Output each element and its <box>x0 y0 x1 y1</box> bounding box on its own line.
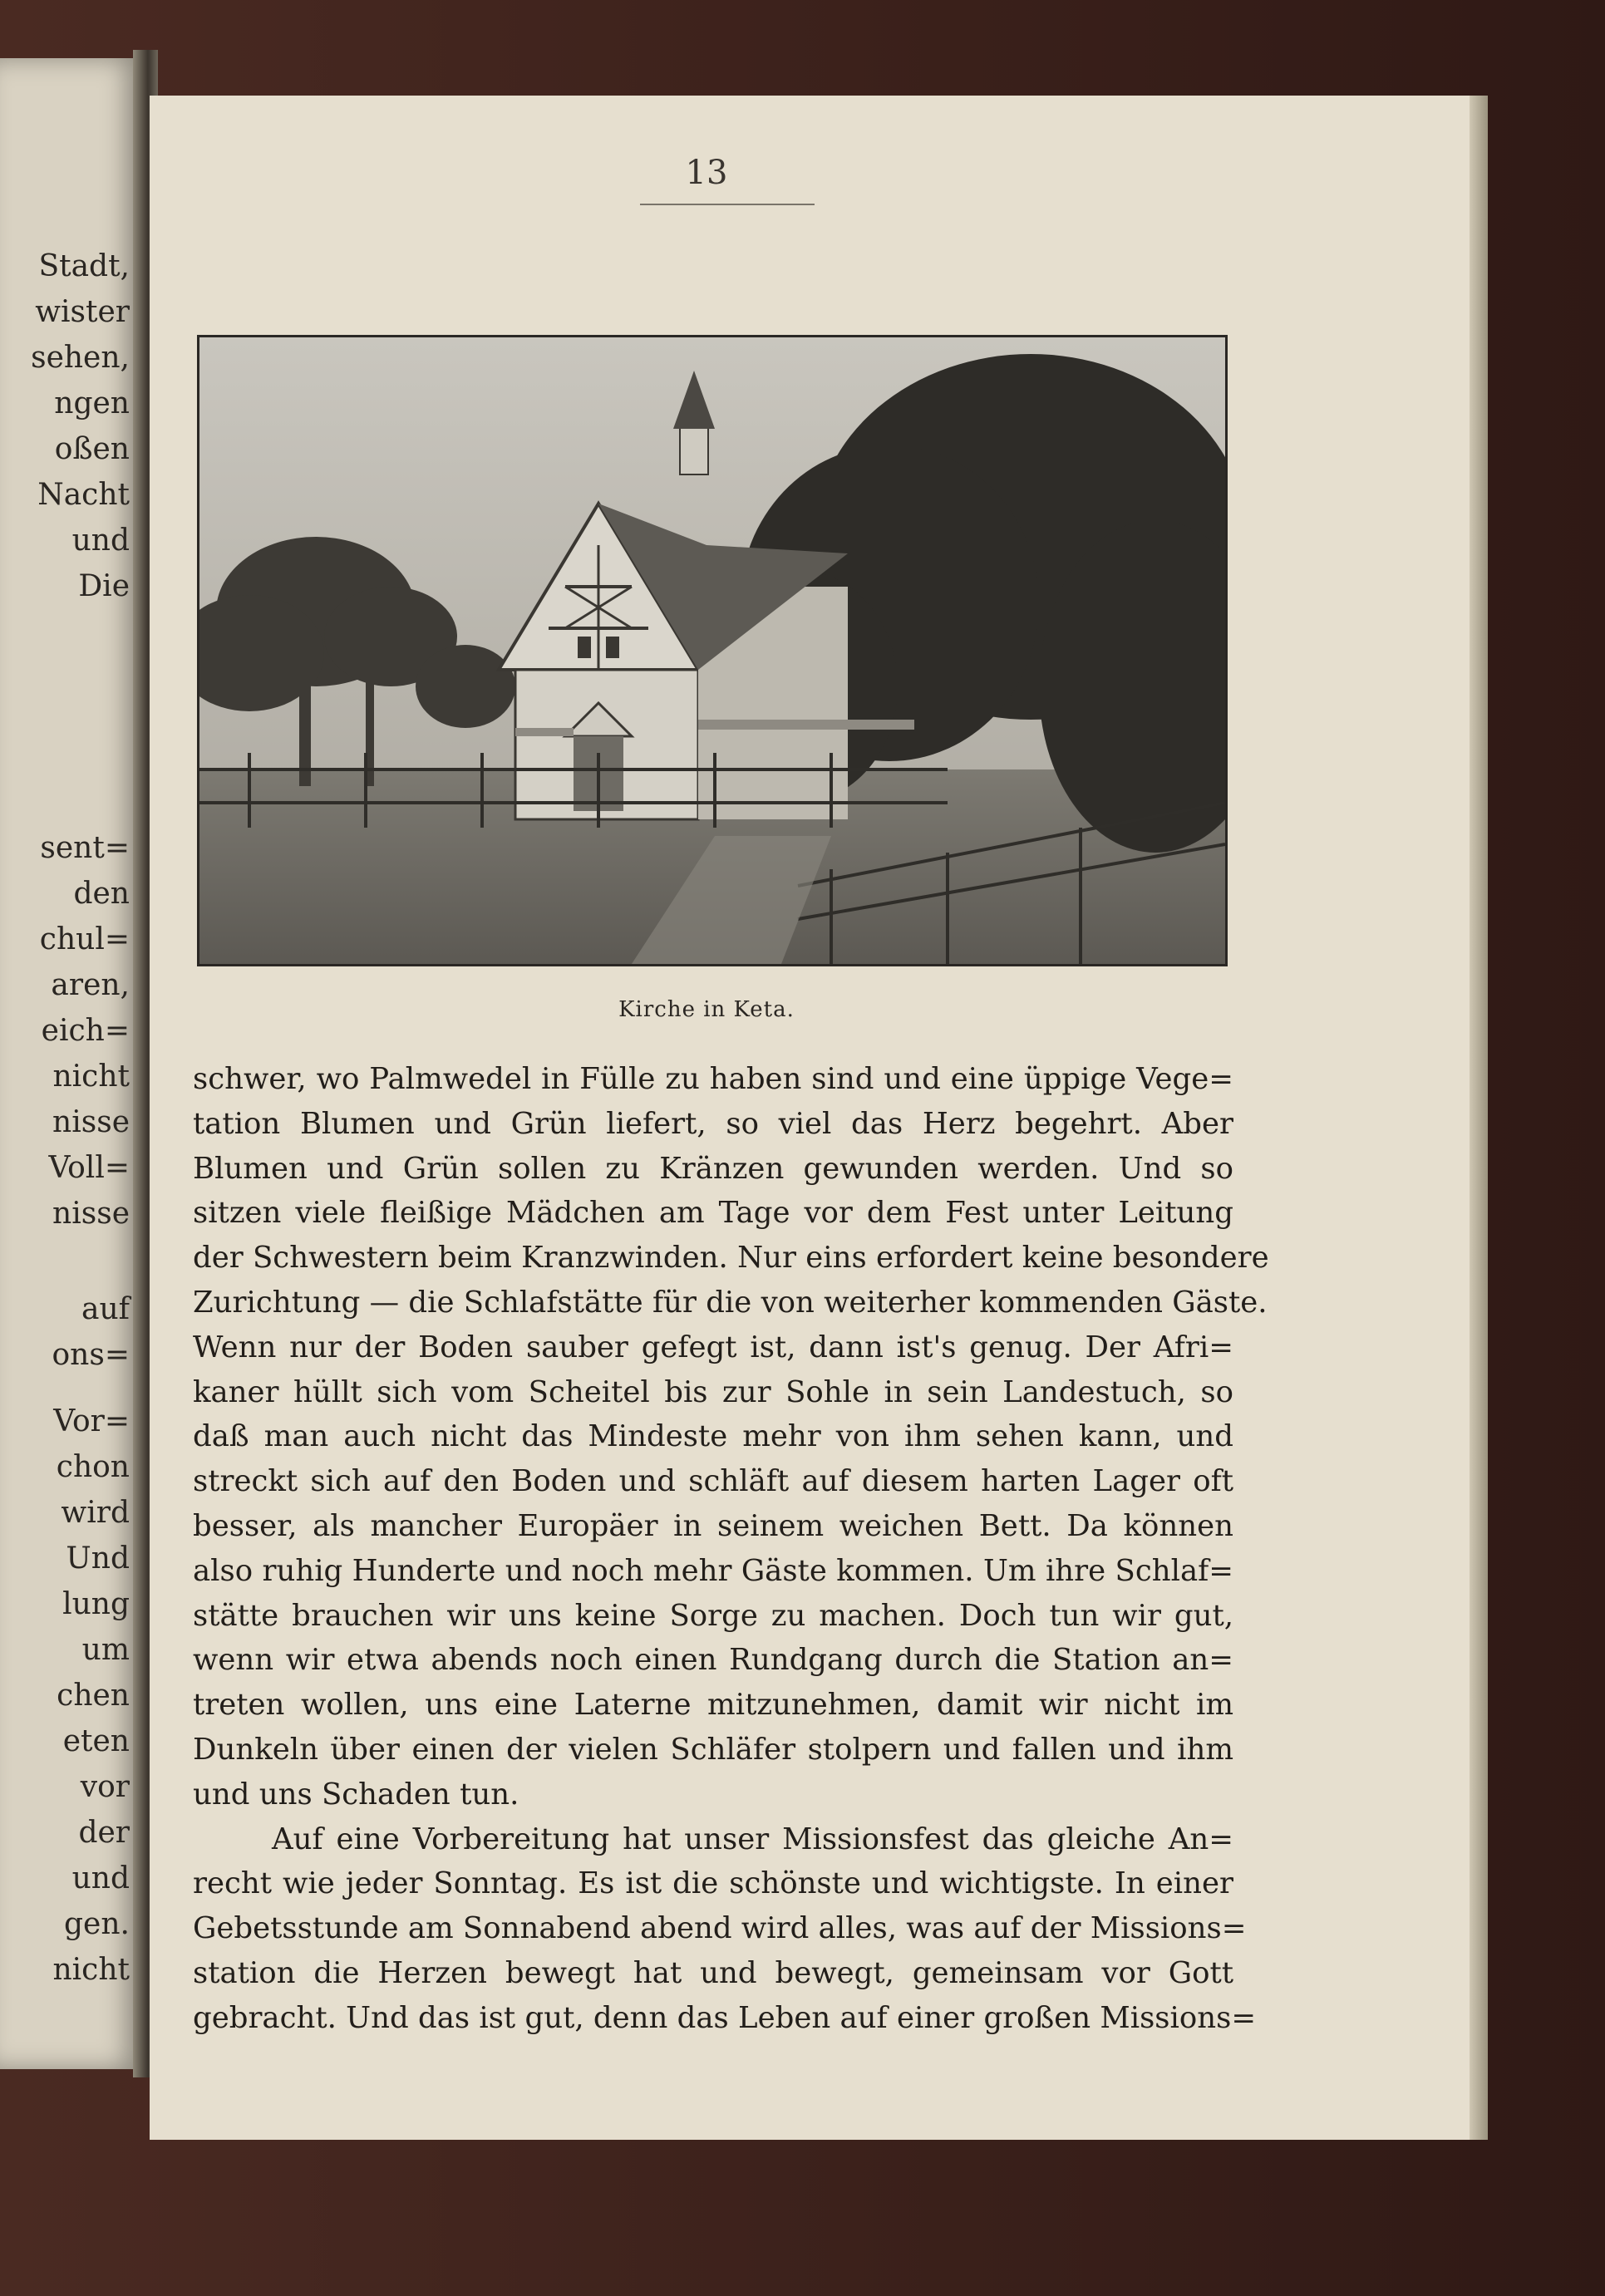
left-page-fragment: Stadt, <box>38 249 130 283</box>
left-page-fragment: vor <box>80 1770 130 1804</box>
left-page-fragment: chen <box>57 1679 130 1713</box>
left-page-fragment: und <box>71 524 130 558</box>
text-line: Auf eine Vorbereitung hat unser Missionsfest das gleiche An= <box>272 1822 1233 1856</box>
church-photo-illustration <box>199 337 1225 964</box>
left-page-fragment: um <box>81 1633 130 1667</box>
church-photograph <box>197 335 1228 966</box>
page-number: 13 <box>685 154 728 192</box>
body-text <box>193 1057 1269 2041</box>
left-page-fragment: nisse <box>52 1197 130 1231</box>
text-line: treten wollen, uns eine Laterne mitzunehmen, damit wir nicht im <box>193 1688 1233 1723</box>
left-page-fragment: lung <box>62 1587 130 1621</box>
text-line: gebracht. Und das ist gut, denn das Leben auf einer großen Missions= <box>193 2000 1257 2035</box>
text-line: stätte brauchen wir uns keine Sorge zu machen. Doch tun wir gut, <box>193 1598 1233 1633</box>
text-line: kaner hüllt sich vom Scheitel bis zur Sohle in sein Landestuch, so <box>193 1374 1233 1409</box>
text-line: Zurichtung — die Schlafstätte für die von weiterher kommenden Gäste. <box>193 1285 1268 1320</box>
photo-caption: Kirche in Keta. <box>618 997 795 1022</box>
left-page-fragment: auf <box>81 1292 130 1326</box>
text-line: tation Blumen und Grün liefert, so viel das Herz begehrt. Aber <box>193 1106 1233 1141</box>
left-page-fragment: eich= <box>41 1014 130 1048</box>
left-page-fragment: wird <box>61 1496 130 1530</box>
left-page-fragment: nisse <box>52 1105 130 1139</box>
page-edge <box>1470 96 1488 2140</box>
left-page-fragment: und <box>71 1861 130 1895</box>
text-line: streckt sich auf den Boden und schläft auf diesem harten Lager oft <box>193 1464 1233 1499</box>
text-line: station die Herzen bewegt hat und bewegt, gemeinsam vor Gott <box>193 1955 1233 1990</box>
left-page-fragment: Und <box>66 1541 130 1576</box>
left-page-fragment: wister <box>35 295 130 329</box>
left-page-fragment: ngen <box>54 386 130 420</box>
left-page-fragment: Voll= <box>48 1151 130 1185</box>
text-line: wenn wir etwa abends noch einen Rundgang durch die Station an= <box>193 1643 1233 1678</box>
text-line: sitzen viele fleißige Mädchen am Tage vor dem Fest unter Leitung <box>193 1196 1233 1231</box>
left-page-fragment: Die <box>78 569 130 603</box>
text-line: Dunkeln über einen der vielen Schläfer stolpern und fallen und ihm <box>193 1732 1233 1767</box>
text-line: schwer, wo Palmwedel in Fülle zu haben sind und eine üppige Vege= <box>193 1062 1233 1096</box>
left-page-fragment: Vor= <box>53 1404 130 1438</box>
text-line: Wenn nur der Boden sauber gefegt ist, dann ist's genug. Der Afri= <box>193 1330 1233 1364</box>
left-page-fragment: gen. <box>64 1907 130 1941</box>
left-page-fragment: nicht <box>52 1953 130 1987</box>
left-page-fragment: chul= <box>39 922 130 956</box>
left-page-fragment: oßen <box>54 432 130 466</box>
left-page-edge <box>0 58 141 2069</box>
text-line: also ruhig Hunderte und noch mehr Gäste kommen. Um ihre Schlaf= <box>193 1553 1233 1588</box>
left-page-fragment: nicht <box>52 1060 130 1094</box>
left-page-fragment: sehen, <box>31 341 130 375</box>
text-line: recht wie jeder Sonntag. Es ist die schönste und wichtigste. In einer <box>193 1866 1233 1901</box>
left-page-fragment: eten <box>62 1724 130 1758</box>
text-line: und uns Schaden tun. <box>193 1777 519 1812</box>
left-page-fragment: der <box>78 1816 130 1850</box>
text-line: besser, als mancher Europäer in seinem weichen Bett. Da können <box>193 1508 1233 1543</box>
text-line: Gebetsstunde am Sonnabend abend wird alles, was auf der Missions= <box>193 1911 1247 1946</box>
left-page-fragment: aren, <box>51 968 130 1002</box>
page-number-rule <box>640 204 815 205</box>
left-page-fragment: Nacht <box>37 478 130 512</box>
left-page-fragment: den <box>73 877 130 911</box>
text-line: der Schwestern beim Kranzwinden. Nur eins erfordert keine besondere <box>193 1241 1269 1276</box>
text-line: daß man auch nicht das Mindeste mehr von ihm sehen kann, und <box>193 1419 1233 1454</box>
left-page-fragment: sent= <box>40 831 130 865</box>
text-line: Blumen und Grün sollen zu Kränzen gewunden werden. Und so <box>193 1151 1233 1186</box>
left-page-fragment: chon <box>56 1450 130 1484</box>
paragraph-2 <box>193 1817 1257 2041</box>
paragraph-1 <box>193 1057 1269 1817</box>
left-page-fragment: ons= <box>52 1338 130 1372</box>
